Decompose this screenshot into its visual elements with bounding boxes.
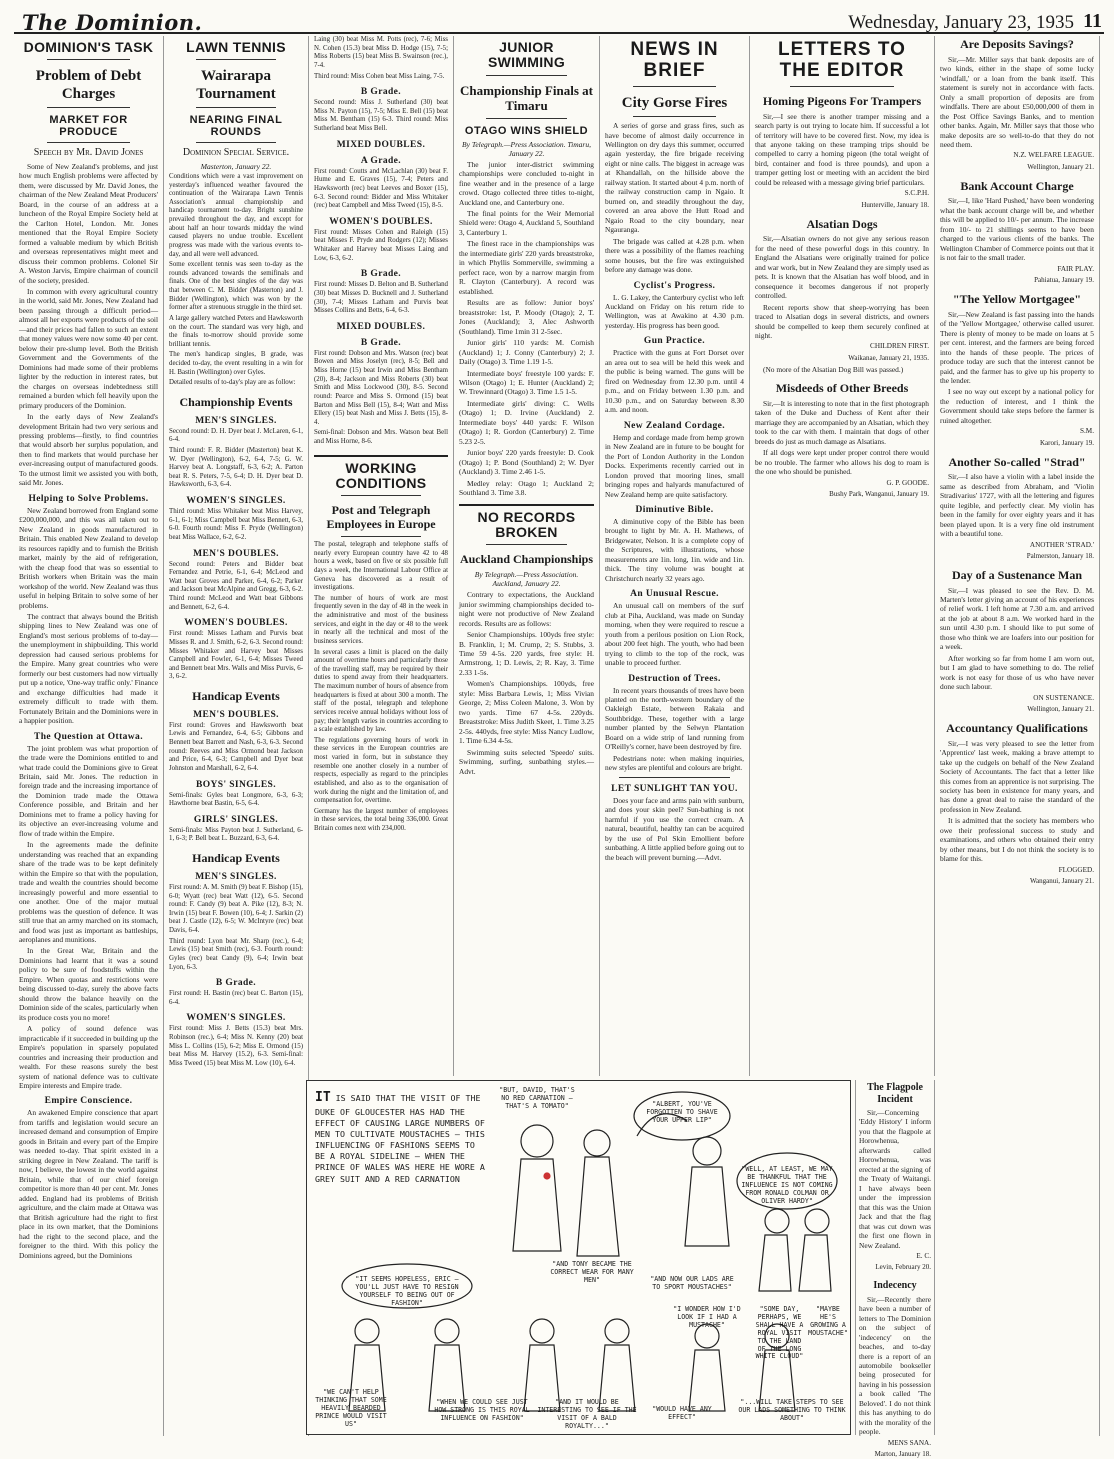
speech-text: "...WILL TAKE STEPS TO SEE OUR LADS SOMETHING TO THINK ABOUT" bbox=[738, 1398, 846, 1422]
paragraph: A diminutive copy of the Bible has been brought to light by Mr. A. H. Mathews, of Bridgewater, Nelson. It is a complete copy of the Scriptures, with illustrations, whose measurements are 1in. long, 1in. wide and 1in. thick. The tiny volume was bought at Christchurch nearly 32 years ago. bbox=[605, 516, 744, 583]
divider bbox=[196, 142, 276, 143]
paragraph: The number of hours of work are most frequently seven in the day of 48 in the week in the administrative and most of the business services, and eight in the day or 48 to the week in nearly all the technical and most of the business services. bbox=[314, 594, 448, 645]
letter-body: Sir,—I, like 'Hard Pushed,' have been wondering what the bank account charge will be, and whether this will be applied to 10/- per annum. The increase from 10/- to 21 shillings seems to have been charged to the various clients of the banks. The Wellington Chamber of Commerce points out that it is not fair to the small trader. bbox=[940, 196, 1094, 263]
paragraph: Women's Championships. 100yds, free style: Miss Barbara Lewis, 1; Miss Vivian George, 2; Miss Coleen Malone, 3. Won by two yards. Time 67 4-5s. 220yds. Breaststroke: Miss Judith Skeet, 1. Time 3.25 2-5s. 440yds, free style: Miss Nancy Ludlow, 1. Time 6.34 4-5s. bbox=[459, 679, 594, 746]
speech-text: "WOULD HAVE ANY EFFECT" bbox=[652, 1405, 712, 1421]
letter-signature: ANOTHER 'STRAD.' bbox=[1029, 540, 1094, 549]
event-heading: MEN'S DOUBLES. bbox=[193, 548, 279, 559]
result: Third round: Lyon beat Mr. Sharp (rec.), 6-4; Lewis (15) beat Smith (rec), 6-3. Fourth round: Gyles (rec) beat Candy (9), 6-4; Irwin beat Lyon, 6-3. bbox=[169, 937, 303, 971]
letter-place: Levin, February 20. bbox=[875, 1263, 931, 1272]
paragraph: Intermediate girls' diving: C. Wells (Otago) 1; D. Irvine (Auckland) 2. Intermediate boys' 440 yards: F. Wilson (Otago) 1; R. Gordon (Canterbury) 2. Time 5.23 2-5. bbox=[459, 398, 594, 446]
divider bbox=[790, 86, 894, 87]
letter-headline: Accountancy Qualifications bbox=[946, 720, 1088, 735]
woman-head bbox=[584, 1130, 610, 1156]
event-heading: GIRLS' SINGLES. bbox=[193, 814, 279, 825]
letter-signature: MENS SANA. bbox=[887, 1438, 931, 1447]
section-heading: Championship Events bbox=[179, 394, 293, 409]
event-heading: WOMEN'S DOUBLES. bbox=[329, 216, 433, 227]
man-head-5 bbox=[355, 1319, 379, 1343]
paragraph: Pedestrians note: when making inquiries, new styles are plentiful and colours are bright. bbox=[605, 753, 744, 773]
letter-body: Sir,—Mr. Miller says that bank deposits are of two kinds, either in the shape of some lucky 'windfall,' or a loan from the bank itself. This statement is surely not in accordance with facts. Only a small proportion of deposits are from windfalls. There are about £50,000,000 of them in the Post Office Savings Banks, and to mention other banks. Again, Mr. Miller says that those who make deposits are so well-to-do that they do not need them. bbox=[940, 54, 1094, 150]
paragraph: A series of gorse and grass fires, such as have become of almost daily occurrence in Wellington on dry days this summer, occurred again yesterday, the fire brigade receiving eight or nine calls. The biggest in acreage was at Khandallah, on the hillside above the railway station. It started about 4 p.m. north of the railway construction camp in Ngaio. It burned on, and steadily throughout the day, covered an area above the Hutt Road and Ngaio Road to the city boundary, near Ngauranga. bbox=[605, 121, 744, 235]
letter-body: Sir,—Recently there have been a number of letters to The Dominion on the subject of 'indecency' on the beaches, and to-day there is a report of an automobile bookseller being prosecuted for having in his possession a book called 'The Beloved'. I do not think this has anything to do with the morality of the people. bbox=[859, 1294, 931, 1437]
letter-body: After working so far from home I am worn out, but I am glad to have something to do. The relief work is not easy for those of us who have never done such labour. bbox=[940, 653, 1094, 692]
divider bbox=[47, 59, 130, 60]
letter-headline: Bank Account Charge bbox=[960, 178, 1074, 193]
paragraph: New Zealand borrowed from England some £200,000,000, and this was all taken out to New Zealand in goods manufactured in Britain. This enabled New Zealand to develop its resources rapidly and to furnish the British market, mainly by the aid of refrigeration, with the cheap food that was so essential to British workers when Britain was the main workshop of the world. New Zealand was thus useful in helping Britain to solve some of her problems. bbox=[19, 505, 158, 610]
section-heading: New Zealand Cordage. bbox=[623, 420, 726, 431]
letter-signature: FLOGGED. bbox=[1058, 865, 1094, 874]
paragraph: Some of New Zealand's problems, and just how much English problems were affected by them, were discussed by Mr. David Jones, the chairman of the New Zealand Meat Producers' Board, in the course of an address at a luncheon of the Royal Empire Society held at the Carlton Hotel, London. Mr. Jones mentioned that the Royal Empire Society formed a valuable medium by which British and overseas representatives might meet and discuss their common problems. Colonel Sir A. Weston Jarvis, Empire chairman of council of the society, presided. bbox=[19, 161, 158, 285]
result: First round: Misses Cohen and Raleigh (15) beat Misses F. Pryde and Rodgers (12); Misses Whitaker and Harvey beat Misses Laing and Low, 6-3, 6-2. bbox=[314, 228, 448, 262]
result: First round: Miss J. Betts (15.3) beat Mrs. Robinson (rec.), 6-4; Miss N. Kenny (20) beat Miss L. Collins (15), 6-2; Miss E. Ormond (15) beat Miss M. Harvey (15.2), 6-3. Semi-final: Miss Tweed (15) beat Miss M. Low (10), 6-4. bbox=[169, 1025, 303, 1067]
speech-text: "MAYBE HE'S GROWING A MOUSTACHE" bbox=[808, 1305, 848, 1337]
column-tennis-continued bbox=[309, 36, 454, 1076]
story-title: LAWN TENNIS bbox=[186, 39, 286, 55]
letter-signature: N.Z. WELFARE LEAGUE. bbox=[1013, 151, 1094, 160]
man-body-3 bbox=[759, 1235, 791, 1291]
letter-signature: S.C.P.H. bbox=[904, 189, 929, 198]
story-headline: Problem of Debt Charges bbox=[35, 68, 142, 102]
paragraph: An unusual call on members of the surf club at Piha, Auckland, was made on Sunday morning, when they were required to rescue a youth from a perilous position on Lion Rock, about 200 feet high. The youth, who had been trying to climb to the top of the rock, was unable to proceed further. bbox=[605, 601, 744, 668]
dateline: By Telegraph.—Press Association. Auckland, January 22. bbox=[474, 570, 579, 589]
man-head-1 bbox=[521, 1125, 553, 1157]
story-subhead: OTAGO WINS SHIELD bbox=[464, 124, 589, 137]
man-head-7 bbox=[530, 1319, 554, 1343]
column-news-in-brief bbox=[600, 36, 750, 1076]
story-headline: Wairarapa Tournament bbox=[196, 68, 276, 102]
story-title: WORKING CONDITIONS bbox=[335, 459, 427, 492]
section-heading: Helping to Solve Problems. bbox=[28, 493, 149, 504]
page-number: 11 bbox=[1083, 10, 1102, 32]
man-head-6 bbox=[435, 1319, 459, 1343]
column-lawn-tennis bbox=[164, 36, 309, 1436]
man-body-2 bbox=[685, 1167, 729, 1246]
newspaper-title: The Dominion. bbox=[22, 10, 203, 35]
letter-body: It is admitted that the society has members who owe their professional success to study and examinations, and others who obtained their entry by other means, but I do not think the society is to blame for this. bbox=[940, 816, 1094, 864]
section-heading: Cyclist's Progress. bbox=[633, 280, 716, 291]
paragraph: The finest race in the championships was the intermediate girls' 220 yards breaststroke, in which Phyllis Sommerville, swimming a perfect race, won by a narrow margin from R. Clayton (Canterbury). A record was established. bbox=[459, 239, 594, 296]
letter-headline: Misdeeds of Other Breeds bbox=[775, 381, 909, 396]
paragraph: The contract that always bound the British shipping lines to New Zealand was one of England's most serious problems of to-day—the unemployment in shipbuilding. This world depression had caused serious problems for the Empire. Many great countries who were formerly our best customers had now virtually put up a notice, 'One-way traffic only.' Finance and exchange difficulties had made it extremely difficult to trade with them. Fortunately Britain and the Dominions were in a happier position. bbox=[19, 611, 158, 726]
divider bbox=[633, 116, 716, 117]
paragraph: Contrary to expectations, the Auckland junior swimming championships decided to-night were not productive of New Zealand records. Results are as follows: bbox=[459, 590, 594, 628]
paragraph: Swimming suits selected 'Speedo' suits. Swimming, surfing, sunbathing styles.—Advt. bbox=[459, 747, 594, 776]
event-heading: MIXED DOUBLES. bbox=[336, 321, 426, 332]
story-headline: Post and Telegraph Employees in Europe bbox=[326, 503, 436, 532]
result: First round: Dobson and Mrs. Watson (rec) beat Bowen and Miss Joselyn (rec), 8-5; Bell and Miss Horne (15) beat Irwin and Miss Bentham (20), 8-4; Jackson and Miss Roberts (30) beat Smith and Miss Lockwood (30), 8-5. Second round: Pearce and Miss S. Ormond (15) beat Barton and Miss Bell (15), 8-4; Watt and Miss Ellery (15) beat Nash and Miss J. Betts (15), 8-4. bbox=[314, 349, 448, 426]
paragraph: The joint problem was what proportion of the trade were the Dominions entitled to and what trade could the Dominions give to Great Britain, said Mr. Jones. The reduction in foreign trade and the increasing importance of the Dominion trade made the Ottawa Conference possible, and Britain and her Dominions met to frame a policy having for its objective an ever-increasing volume and flow of trade within the Empire. bbox=[19, 743, 158, 838]
man-body-9 bbox=[689, 1350, 725, 1411]
story-kicker: Speech by Mr. David Jones bbox=[33, 146, 144, 158]
speech-text: "WELL, AT LEAST, WE MAY BE THANKFUL THAT THE INFLUENCE IS NOT COMING FROM RONALD COLMAN OR OLIVER HARDY" bbox=[741, 1165, 833, 1205]
editor-note: (No more of the Alsatian Dog Bill was passed.) bbox=[763, 364, 904, 374]
dateline: Masterton, January 22. bbox=[200, 161, 272, 171]
column-letters-right bbox=[935, 36, 1100, 1436]
divider bbox=[341, 536, 421, 537]
letter-signature: ON SUSTENANCE. bbox=[1033, 693, 1094, 702]
letter-place: Waikanae, January 21, 1935. bbox=[848, 353, 929, 362]
story-subhead: MARKET FOR PRODUCE bbox=[49, 113, 128, 138]
story-title: JUNIOR SWIMMING bbox=[487, 39, 566, 71]
section-heading: Empire Conscience. bbox=[44, 1096, 133, 1107]
paragraph: Medley relay: Otago 1; Auckland 2; Southland 3. Time 3.8. bbox=[459, 478, 594, 498]
divider bbox=[196, 59, 276, 60]
result: Semi-final: Dobson and Mrs. Watson beat Bell and Miss Horne, 8-6. bbox=[314, 429, 448, 445]
paragraph: A policy of sound defence was impracticable if it succeeded in building up the Empire's population in sparsely populated countries and increasing their production and wealth. For these reasons surely the best system of national defence was to cultivate Empire interests and Empire trade. bbox=[19, 1024, 158, 1091]
result: First round: A. M. Smith (9) beat F. Bishop (15), 6-0; Wyatt (rec) beat Watt (12), 6-5. Second round: F. Candy (9) beat A. Pike (12), 8-3; N. Irwin (15) beat F. Bowen (10), 6-4; J. Sarkin (2) beat J. Castle (12), 6-5; W. McIntyre (rec) beat Davis, 6-4. bbox=[169, 883, 304, 935]
speech-text: "WHEN WE COULD SEE JUST HOW STRONG IS THIS ROYAL INFLUENCE ON FASHION" bbox=[434, 1398, 530, 1422]
event-heading: MEN'S SINGLES. bbox=[195, 415, 277, 426]
paragraph: An awakened Empire conscience that apart from tariffs and legislation would secure an increased demand and consumption of Empire goods in Britain and every part of the Empire was needed to-day. That spirit existed in a striking degree in New Zealand. The tariff is now, I believe, the lowest in the world against Britain, while that of our chief foreign competitor is more than 40 per cent. Mr. Jones added. England had its problems of British agriculture, and the claim made at Ottawa was that British agriculture had the right to first place in its own market, that the Dominions had the right to the second place, and the foreigner to the third. With this policy the Dominions agreed, but the Dominions bbox=[19, 1108, 158, 1260]
paragraph: The final points for the Weir Memorial Shield were: Otago 4, Auckland 5, Southland 3, Canterbury 1. bbox=[459, 209, 594, 237]
paragraph: Some excellent tennis was seen to-day as the rounds advanced towards the semifinals and finals. One of the best singles of the day was that between C. M. Bidder (Masterton) and J. Bidder (Wellington), which was won by the former after a strenuous struggle in the third set. bbox=[169, 261, 303, 312]
letter-place: Marton, January 18. bbox=[874, 1449, 931, 1458]
section-heading: Destruction of Trees. bbox=[628, 673, 721, 684]
letter-body: Sir,—New Zealand is fast passing into the hands of the 'Yellow Mortgagee,' otherwise called usurer. There is plenty of money to be made on loans at 5 per cent. interest, and the farmers are being forced into the hands of these people. The prices of produce today are such that the interest cannot be paid, and the farmer has to give up his property to the lender. bbox=[940, 309, 1094, 385]
paragraph: In the early days of New Zealand's development Britain had two very serious and pressing problems—firstly, to find countries that would absorb her surplus population, and then to find markets that would purchase her ever-increasing output of manufactured goods. To the utmost limit we assisted you with both, said Mr. Jones. bbox=[19, 412, 158, 488]
result: Laing (30) beat Miss M. Potts (rec), 7-6; Miss N. Cohen (15.3) beat Miss D. Hodge (15), 7-5; Miss Roberts (15) beat Miss B. Swainson (rec.), 7-4. bbox=[314, 36, 448, 69]
letter-place: Wanganui, January 21. bbox=[1030, 876, 1094, 885]
paragraph: The brigade was called at 4.28 p.m. when there was a possibility of the flames reaching some houses, but the fire was extinguished before any damage was done. bbox=[605, 236, 744, 275]
result: First round: Misses Latham and Purvis beat Misses R. and J. Smith, 6-2, 6-3. Second round: Misses Whitaker and Harvey beat Misses Campbell and Fowler, 6-1, 6-4; Misses Tweed and Bennett beat Mrs. Walls and Miss Purvis, 6-3, 6-2. bbox=[169, 630, 303, 681]
paragraph: Germany has the largest number of employees in these services, the total being 336,000. Great Britain comes next with 234,000. bbox=[314, 807, 448, 832]
result: Third round: F. R. Bidder (Masterton) beat K. W. Dyer (Wellington), 6-2, 6-4, 7-5; G. W. Harvey beat A. Longstaff, 6-3, 6-2; A. Parton beat R. S. Peters, 7-5, 6-4; D. H. Dyer beat D. Hawksworth, 6-3, 6-4. bbox=[169, 446, 303, 489]
divider bbox=[47, 107, 130, 108]
letter-headline: Another So-called "Strad" bbox=[948, 454, 1086, 469]
letter-signature: G. P. GOODE. bbox=[886, 478, 929, 487]
result: First round: Misses D. Belton and B. Sutherland (30) beat Misses D. Bucknell and J. Sutherland (30), 7-4; Misses Latham and Purvis beat Misses Collins and Betts, 6-4, 6-3. bbox=[314, 281, 448, 315]
section-heading: Gun Practice. bbox=[643, 336, 706, 347]
woman-body bbox=[577, 1157, 619, 1256]
event-heading: MEN'S DOUBLES. bbox=[193, 709, 279, 720]
man-head-3 bbox=[765, 1209, 789, 1233]
letter-body: If all dogs were kept under proper control there would be no trouble. The farmer who allows his dog to roam is the one who should be punished. bbox=[755, 448, 929, 477]
man-body-1 bbox=[513, 1159, 561, 1251]
column-junior-swimming bbox=[454, 36, 600, 1076]
result: Second round: Peters and Bidder beat Fernandez and Petrie, 6-1, 6-4; McLeod and Watt beat Groves and Parker, 6-4, 6-2; Parker and Jackson beat McAlpine and Gregg, 6-3, 6-2. Third round: McLeod and Watt beat Gibbons and Bennett, 6-2, 6-4. bbox=[169, 560, 303, 611]
divider bbox=[341, 495, 421, 496]
paragraph: Intermediate boys' freestyle 100 yards: F. Wilson (Otago) 1; E. Hunter (Auckland) 2; W. Trewinnard (Otago) 3. Time 1.5 1-5. bbox=[459, 368, 594, 397]
editorial-cartoon bbox=[306, 1080, 851, 1435]
result: Third round: Miss Whitaker beat Miss Harvey, 6-1, 6-1; Miss Campbell beat Miss Bennett, 6-3, 6-0. Fourth round: Miss F. Pryde (Wellington) beat Miss Wallace, 6-2, 6-2. bbox=[169, 508, 303, 541]
caption-text: IS SAID THAT THE VISIT OF THE DUKE OF GLOUCESTER HAS HAD THE EFFECT OF CAUSING LARGE NUMBERS OF MEN TO CULTIVATE MOUSTACHES — THIS INFLUENCING OF FASHIONS SEEMS TO BE A ROYAL SIDELINE — WHEN THE PRINCE OF WALES WAS HERE HE WORE A GREY SUIT AND A RED CARNATION bbox=[315, 1093, 485, 1184]
paragraph: Junior boys' 220 yards freestyle: D. Cook (Otago) 1; P. Bond (Southland) 2; W. Dyer (Auckland) 3. Time 2.46 1-5. bbox=[459, 448, 594, 477]
section-heading: Handicap Events bbox=[192, 689, 280, 704]
divider bbox=[619, 777, 730, 778]
paragraph: In common with every agricultural country in the world, said Mr. Jones, New Zealand had been passing through a difficult period—almost all her exports were products of the soil—and their prices had fallen to such an extent that money values were now some 40 per cent. below their pre-slump level. Both the British Government and the Governments of the Dominions had made some of their problems lighter by the reduction in interest rates, but the charges on overseas indebtedness still remained a burden which fell heavily upon the primary producers of the Dominion. bbox=[19, 286, 158, 410]
column-letters-lower bbox=[855, 1080, 935, 1458]
letter-headline: Are Deposits Savings? bbox=[960, 37, 1074, 51]
paragraph: The men's handicap singles, B grade, was decided to-day, the event resulting in a win for H. Bastin (Wellington) over Gyles. bbox=[169, 351, 303, 376]
letter-headline: Day of a Sustenance Man bbox=[951, 567, 1082, 582]
story-title: NEWS IN BRIEF bbox=[630, 39, 719, 81]
event-heading: BOYS' SINGLES. bbox=[195, 779, 277, 790]
section-heading: Handicap Events bbox=[192, 851, 280, 866]
paragraph: In recent years thousands of trees have been planted on the north-western boundary of the Oakleigh Estate, between Rakaia and Southbridge. These, together with a large number planted by the Selwyn Plantation Board on a wide strip of land running from O'Reilly's corner, have been destroyed by fire. bbox=[605, 685, 744, 752]
paragraph: The regulations governing hours of work in these services in the European countries are most varied in form, but in substance they resemble one another closely in a number of respects, especially as regard to the principles established, and also as to the organisation of work during the night and the limitation of, and compensation for, overtime. bbox=[314, 736, 448, 805]
letter-place: Wellington, January 21. bbox=[1027, 162, 1094, 171]
letter-body: I see no way out except by a national policy for the reduction of interest, and I think the Government should take steps before the farmer is ruined altogether. bbox=[940, 387, 1094, 425]
divider bbox=[486, 544, 567, 545]
section-heading: The Question at Ottawa. bbox=[34, 731, 143, 742]
paragraph: A large gallery watched Peters and Hawksworth on the court. The standard was very high, and the finals to-morrow should provide some brilliant tennis. bbox=[169, 314, 303, 348]
divider bbox=[314, 455, 448, 457]
letter-headline: "The Yellow Mortgagee" bbox=[952, 291, 1082, 306]
advert-text: Does your face and arms pain with sunburn, and does your skin peel? Sun-bathing is not harmful if you use the correct cream. A natural, beautiful, healthy tan can be acquired by the use of Pol Skin Emollient before sunbathing. A little applied before going out to the beach will prevent burning.—Advt. bbox=[605, 795, 744, 862]
paragraph: Conditions which were a vast improvement on yesterday's influenced weather favoured the continuation of the Wairarapa Lawn Tennis Association's annual championship and handicap tournament to-day. Bright sunshine prevailed throughout the day, and except for about half an hour towards midday the wind caused players no undue trouble. Excellent progress was made with the various events to-day, and all were well advanced. bbox=[169, 172, 303, 258]
paragraph: Practice with the guns at Fort Dorset over an area out to sea will be held this week and the public is being warned. The guns will be fired on Wednesday from 12.30 p.m. until 4 p.m., and on Friday between 1.30 p.m. and 10.30 p.m., and on Saturday between 8.30 a.m. and noon. bbox=[605, 348, 744, 415]
section-heading: An Unusual Rescue. bbox=[630, 589, 719, 600]
speech-text: "I WONDER HOW I'D LOOK IF I HAD A MUSTACHE" bbox=[673, 1305, 741, 1329]
column-letters bbox=[750, 36, 935, 1076]
speech-text: "IT SEEMS HOPELESS, ERIC — YOU'LL JUST HAVE TO RESIGN YOURSELF TO BEING OUT OF FASHION" bbox=[355, 1275, 459, 1307]
man-head-8 bbox=[605, 1319, 629, 1343]
letter-body: Recent reports show that sheep-worrying has been traced to Alsatian dogs in several districts, and owners should be compelled to keep them securely confined at night. bbox=[755, 302, 929, 340]
column-dominions-task bbox=[14, 36, 164, 1436]
result: First round: Groves and Hawksworth beat Lewis and Fernandez, 6-4, 6-5; Gibbons and Bennett beat Barrett and Nash, 6-3, 6-3. Second round: Reeves and Miss Ormond beat Jackson and Price, 6-4, 6-3; Campbell and Dyer beat Johnston and Marshall, 6-2, 6-4. bbox=[169, 721, 303, 772]
letter-body: Sir,—I also have a violin with a label inside the same as described from Abraham, and 'Violin Stradivarius' 1727, with all the lettering and figures quite legible, and perfectly clear. My violin has been in the family for over eighty years and it has been played upon. It is a very fine old instrument with a beautiful tone. bbox=[940, 472, 1094, 539]
event-heading: B Grade. bbox=[360, 269, 402, 280]
paragraph: The postal, telegraph and telephone staffs of nearly every European country have 42 to 48 hours a week, based on five or six possible full days a week, the International Labour Office at Geneva has discovered as a result of investigations. bbox=[314, 541, 448, 592]
letter-place: Hunterville, January 18. bbox=[861, 200, 929, 209]
result: Second round: Miss J. Sutherland (30) beat Miss N. Payton (15), 7-5; Miss E. Bell (15) beat Miss M. Bentham (15) 6-3. Third round: Miss Sutherland beat Miss Bell. bbox=[314, 99, 448, 132]
cartoon-caption bbox=[315, 1089, 485, 1185]
advert-heading: LET SUNLIGHT TAN YOU. bbox=[611, 783, 738, 794]
divider bbox=[633, 86, 716, 87]
letter-body: Sir,—I see there is another tramper missing and a search party is out trying to locate him. If successful a lot of territory will have to be covered first. Now, my idea is that anyone taking on these tramping trips should be compelled to carry a homing pigeon (the total weight of bird, container and food is three pounds), and upon a tramper getting lost or meeting with an accident the bird could be released with a message giving brief particulars. bbox=[755, 111, 929, 187]
masthead bbox=[14, 8, 1104, 34]
event-heading: A Grade. bbox=[360, 155, 402, 166]
letter-place: Wellington, January 21. bbox=[1027, 704, 1094, 713]
paragraph: Detailed results of to-day's play are as follow: bbox=[169, 379, 296, 387]
letter-body: Sir,—Alsatian owners do not give any serious reason for the need of these powerful dogs in this country. In England the Alsatians were originally trained for police and war work, but in New Zealand they are simply used as pets. It is known that the Alsatian has wolf blood, and in consequence it becomes dangerous if not properly controlled. bbox=[755, 234, 929, 301]
paragraph: Hemp and cordage made from hemp grown in New Zealand are in future to be bought for the Port of London Authority in the London Docks. Experiments recently carried out in London proved that mooring lines, small bringing ropes and halyards manufactured of New Zealand hemp are quite satisfactory. bbox=[605, 432, 744, 499]
speech-text: "BUT, DAVID, THAT'S NO RED CARNATION — THAT'S A TOMATO" bbox=[499, 1086, 575, 1110]
letter-body: Sir,—It is interesting to note that in the first photograph taken of the Duke and Duchess of Kent after their marriage they are accompanied by an Alsatian, which they took to the car with them. I maintain that dogs of other breeds do just as much damage as Alsatians. bbox=[755, 398, 929, 446]
event-heading: WOMEN'S DOUBLES. bbox=[184, 618, 288, 629]
letter-place: Palmerston, January 18. bbox=[1026, 551, 1094, 560]
story-subhead: NEARING FINAL ROUNDS bbox=[189, 113, 283, 138]
letter-signature: CHILDREN FIRST. bbox=[870, 342, 929, 351]
result: Semi-finals: Miss Payton beat J. Sutherland, 6-1, 6-3; P. Bell beat L. Buzzard, 6-3, 6-4. bbox=[169, 826, 303, 843]
event-heading: B Grade. bbox=[215, 978, 257, 989]
speech-text: "WE CAN'T HELP THINKING THAT SOME HEAVILY BEARDED PRINCE WOULD VISIT US" bbox=[315, 1388, 387, 1428]
man-head-4 bbox=[805, 1209, 829, 1233]
divider bbox=[459, 504, 594, 506]
event-heading: MEN'S SINGLES. bbox=[195, 871, 277, 882]
divider bbox=[486, 75, 567, 76]
story-headline: City Gorse Fires bbox=[621, 94, 728, 111]
result: First round: Coutts and McLachlan (30) beat F. Hume and E. Graves (15), 7-4; Peters and Hawksworth (rec) beat Leeves and Boxer (15), 6-3. Second round: Bidder and Miss Whitaker (rec) beat Campbell and Miss Tweed (15), 8-5. bbox=[314, 167, 448, 210]
paragraph: Junior girls' 110 yards: M. Cornish (Auckland) 1; J. Conny (Canterbury) 2; J. Daily (Otago) 3. Time 1.19 1-5. bbox=[459, 338, 594, 367]
paragraph: Results are as follow: Junior boys' breaststroke: 1st, P. Moody (Otago); 2, T. Jones (Auckland); 3, Alec Ashworth (Southland). Time 1min 31 2-5sec. bbox=[459, 298, 594, 336]
event-heading: B Grade. bbox=[360, 337, 402, 348]
letter-body: Sir,—Concerning 'Eddy History' I inform you that the flagpole at Horowhenua, afterwards called Horowhenua, was erected at the signing of the Treaty of Waitangi. I have always been under the impression that this was the Union Jack and that the flag that was cut down was the first one flown in New Zealand. bbox=[859, 1108, 931, 1250]
letter-place: Karori, January 19. bbox=[1039, 438, 1094, 447]
paragraph: L. G. Lakey, the Canterbury cyclist who left Auckland on Friday on his return ride to Wellington, was at Awakino at 4.30 p.m. yesterday. His progress has been good. bbox=[605, 292, 744, 330]
story-headline: Auckland Championships bbox=[459, 552, 594, 567]
paragraph: In several cases a limit is placed on the daily amount of overtime hours and particularly those of the travelling staff, may be required by their duties to spend away from their headquarters. The maximum number of hours of absence from headquarters is fixed at about 300 a month. The staff of the postal, telegraph and telephone services receive annual holidays without loss of pay; their length varies in countries according to a scale established by law. bbox=[314, 648, 448, 734]
letter-signature: S.M. bbox=[1080, 427, 1094, 436]
paragraph: In the agreements made the definite understanding was reached that an expanding share of the trade was to be kept definitely within the Empire so that with the population, trade and wealth the countries should become increasingly powerful and more essential to one another. One of the major mutual problems was the question of defence. It was still true that an army marched on its stomach, and food was just as important as battleships, aeroplanes and munitions. bbox=[19, 840, 158, 944]
event-heading: WOMEN'S SINGLES. bbox=[186, 1013, 286, 1024]
result: Semi-finals: Gyles beat Longmore, 6-3, 6-3; Hawthorne beat Bastin, 6-5, 6-4. bbox=[169, 791, 303, 808]
caption-dropcap: IT bbox=[315, 1090, 331, 1105]
service-line: Dominion Special Service. bbox=[182, 146, 290, 158]
divider bbox=[196, 107, 276, 108]
letter-headline: Indecency bbox=[873, 1280, 917, 1292]
paragraph: Senior Championships. 100yds free style: B. Franklin, 1; M. Crump, 2; S. Stubbs, 3. Time 59 4-5s. 220 yards, free style: H. Armstrong, 1; D. Lewis, 2; R. Kay, 3. Time 2.33 1-5s. bbox=[459, 630, 594, 677]
speech-text: "ALBERT, YOU'VE FORGOTTEN TO SHAVE YOUR UPPER LIP" bbox=[646, 1100, 718, 1124]
result: Second round: D. H. Dyer beat J. McLaren, 6-1, 6-4. bbox=[169, 427, 303, 444]
letter-body: Sir,—I was pleased to see the Rev. D. M. Marten's letter giving an account of his experiences of relief work. I left home at 7.30 a.m. and arrived at the job at about 8 a.m. We worked hard in the sun until 4.30 p.m. I should like to put some of those who think we are loafers into our position for a week. bbox=[940, 585, 1094, 652]
speech-text: "AND NOW OUR LADS ARE TO SPORT MOUSTACHES" bbox=[650, 1275, 734, 1291]
result: Third round: Miss Cohen beat Miss Laing, 7-5. bbox=[314, 72, 445, 80]
letter-place: Pahiatua, January 19. bbox=[1034, 275, 1094, 284]
letter-headline: The Flagpole Incident bbox=[867, 1082, 923, 1105]
event-heading: WOMEN'S SINGLES. bbox=[186, 496, 286, 507]
letter-headline: Alsatian Dogs bbox=[806, 216, 878, 231]
paragraph: In the Great War, Britain and the Dominions had learnt that it was a sound policy to be sure of foodstuffs within the Empire. When quotas and restrictions were being discussed to-day, surely the above facts should throw the balance heavily on the Dominion side of the scales, particularly when its produce costs you no more! bbox=[19, 946, 158, 1022]
letter-body: Sir,—I was very pleased to see the letter from 'Apprentice' last week, making a brave attempt to take up the cudgels on behalf of the New Zealand Society of Accountants. The fact that a letter like this comes from an apprentice is not surprising. The society has been in existence for many years, and has done a great deal to raise the standard of the profession in New Zealand. bbox=[940, 738, 1094, 814]
carnation-icon bbox=[544, 1173, 550, 1179]
paragraph: The junior inter-district swimming championships were concluded to-night in fine weather and in the presence of a large crowd. Otago collected three titles to-night, Auckland one, and Canterbury one. bbox=[459, 159, 594, 207]
man-body-4 bbox=[799, 1235, 831, 1291]
letter-headline: Homing Pigeons For Trampers bbox=[762, 93, 922, 108]
issue-date: Wednesday, January 23, 1935 bbox=[848, 12, 1074, 33]
story-headline: Championship Finals at Timaru bbox=[460, 82, 593, 113]
event-heading: B Grade. bbox=[360, 87, 402, 98]
story-title: NO RECORDS BROKEN bbox=[477, 508, 576, 540]
story-title: LETTERS TO THE EDITOR bbox=[778, 39, 906, 81]
letter-signature: FAIR PLAY. bbox=[1057, 264, 1094, 273]
man-head-2 bbox=[693, 1137, 721, 1165]
letter-place: Bushy Park, Wanganui, January 19. bbox=[829, 489, 929, 498]
speech-text: "AND IT WOULD BE INTERESTING TO SEE IF THE VISIT OF A BALD ROYALTY..." bbox=[537, 1398, 637, 1430]
story-title: DOMINION'S TASK bbox=[23, 39, 154, 55]
speech-text: "SOME DAY, PERHAPS, WE SHALL HAVE A ROYAL VISIT TO THE LAND OF THE LONG WHITE CLOUD" bbox=[755, 1305, 804, 1361]
letter-signature: E. C. bbox=[916, 1252, 931, 1261]
divider bbox=[47, 142, 130, 143]
speech-text: "AND TONY BECAME THE CORRECT WEAR FOR MANY MEN" bbox=[550, 1260, 634, 1284]
divider bbox=[486, 118, 567, 119]
section-heading: Diminutive Bible. bbox=[635, 504, 714, 515]
event-heading: MIXED DOUBLES. bbox=[336, 139, 426, 150]
result: First round: H. Bastin (rec) beat C. Barton (15), 6-4. bbox=[169, 990, 303, 1006]
dateline: By Telegraph.—Press Association. Timaru, January 22. bbox=[462, 139, 591, 158]
